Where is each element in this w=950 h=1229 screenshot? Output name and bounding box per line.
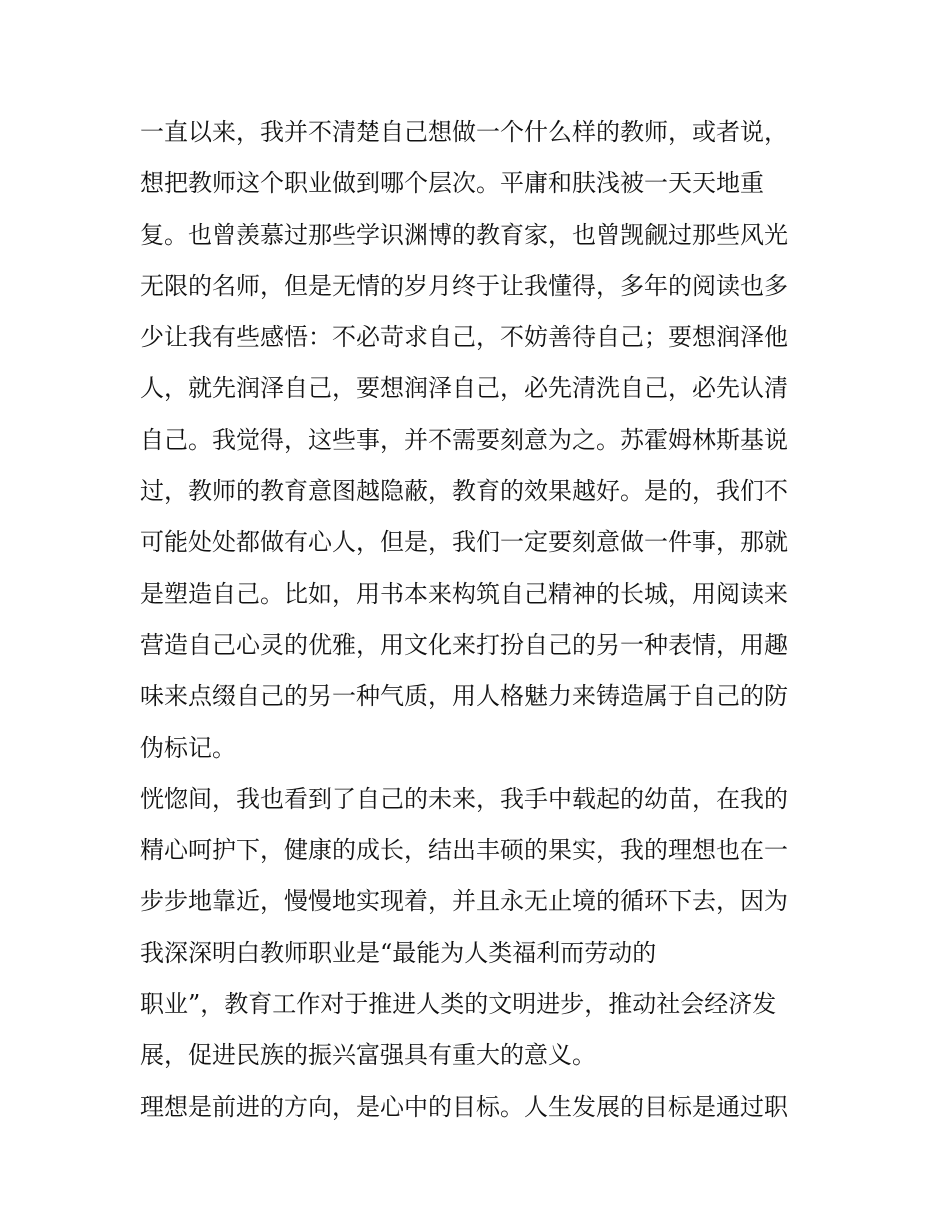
text-line: 一直以来，我并不清楚自己想做一个什么样的教师，或者说， — [140, 118, 788, 146]
text-line: 复。也曾羡慕过那些学识渊博的教育家，也曾觊觎过那些风光 — [140, 220, 788, 249]
text-line: 职业”，教育工作对于推进人类的文明进步，推动社会经济发 — [140, 990, 777, 1019]
text-line: 步步地靠近，慢慢地实现着，并且永无止境的循环下去，因为 — [140, 887, 788, 916]
text-line: 伪标记。 — [140, 733, 236, 762]
text-line: 理想是前进的方向，是心中的目标。人生发展的目标是通过职 — [140, 1092, 788, 1121]
text-line: 是塑造自己。比如，用书本来构筑自己精神的长城，用阅读来 — [140, 579, 788, 608]
text-line: 可能处处都做有心人，但是，我们一定要刻意做一件事，那就 — [140, 528, 788, 557]
text-line: 少让我有些感悟：不必苛求自己，不妨善待自己；要想润泽他 — [140, 323, 788, 352]
text-line: 我深深明白教师职业是“最能为人类福利而劳动的 — [140, 938, 657, 967]
text-line: 味来点缀自己的另一种气质，用人格魅力来铸造属于自己的防 — [140, 682, 788, 711]
text-line: 恍惚间，我也看到了自己的未来，我手中载起的幼苗，在我的 — [140, 784, 788, 813]
text-line: 过，教师的教育意图越隐蔽，教育的效果越好。是的，我们不 — [140, 477, 788, 506]
text-line: 人，就先润泽自己，要想润泽自己，必先清洗自己，必先认清 — [140, 374, 788, 403]
text-line: 自己。我觉得，这些事，并不需要刻意为之。苏霍姆林斯基说 — [140, 425, 788, 454]
document-body — [140, 107, 820, 1133]
text-line: 想把教师这个职业做到哪个层次。平庸和肤浅被一天天地重 — [140, 169, 764, 198]
text-line: 营造自己心灵的优雅，用文化来打扮自己的另一种表情，用趣 — [140, 630, 788, 659]
text-line: 无限的名师，但是无情的岁月终于让我懂得，多年的阅读也多 — [140, 271, 788, 300]
text-line: 展，促进民族的振兴富强具有重大的意义。 — [140, 1041, 596, 1070]
text-line: 精心呵护下，健康的成长，结出丰硕的果实，我的理想也在一 — [140, 836, 788, 865]
